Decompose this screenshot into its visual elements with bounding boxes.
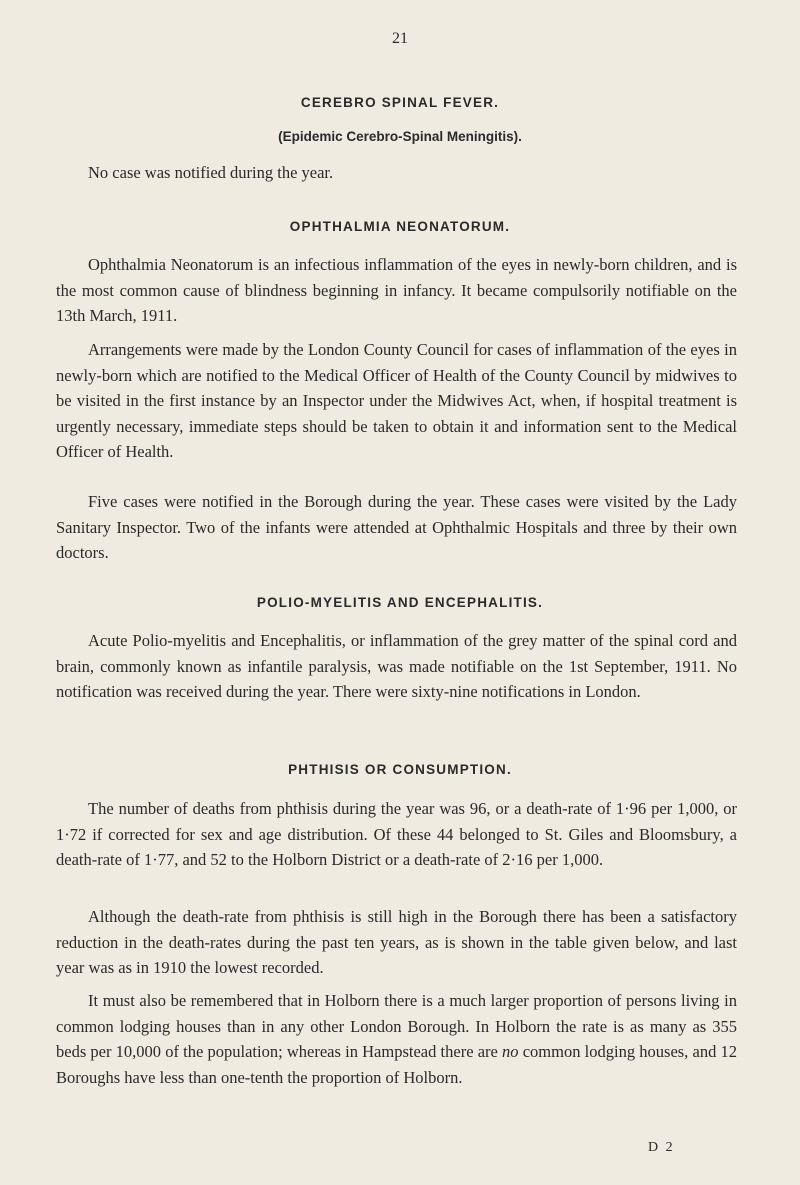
lodging-text-emphasis: no — [502, 1042, 519, 1061]
paragraph-ophthalmia-definition: Ophthalmia Neonatorum is an infectious inflammation of the eyes in newly-born children, and is the most common cause of blindness beginning in infancy. It became compulsorily notifiable on the 13th March, 1911. — [56, 255, 737, 325]
page-number: 21 — [392, 30, 408, 47]
printer-signature-mark: D 2 — [648, 1140, 675, 1155]
section-heading-cerebro-spinal-fever: CEREBRO SPINAL FEVER. — [300, 95, 500, 110]
paragraph-ophthalmia-arrangements: Arrangements were made by the London County Council for cases of inflammation of the eyes in newly-born which are notified to the Medical Officer of Health of the County Council by midwives to be visited in the first instance by an Inspector under the Midwives Act, when, if hospital treatment is urgently necessary, immediate steps should be taken to obtain it and information sent to the Medical Officer of Health. — [56, 340, 737, 461]
paragraph-phthisis-reduction: Although the death-rate from phthisis is still high in the Borough there has been a satisfactory reduction in the death-rates during the past ten years, as is shown in the table given below, and last year was as in 1910 the lowest recorded. — [56, 907, 737, 977]
section-heading-phthisis: PHTHISIS OR CONSUMPTION. — [288, 762, 512, 777]
paragraph-polio-myelitis: Acute Polio-myelitis and Encephalitis, or inflammation of the grey matter of the spinal cord and brain, commonly known as infantile paralysis, was made notifiable on the 1st September, 1911. No notification was received during the year. There were sixty-nine notifications in London. — [56, 631, 737, 701]
paragraph-cerebro-notification: No case was notified during the year. — [88, 163, 334, 182]
section-heading-ophthalmia-neonatorum: OPHTHALMIA NEONATORUM. — [289, 219, 511, 234]
section-heading-polio-myelitis: POLIO-MYELITIS AND ENCEPHALITIS. — [256, 595, 544, 610]
paragraph-phthisis-lodging-houses — [56, 988, 737, 1090]
lodging-text-part-1: It must also be remembered that in Holborn there is a much larger proportion of persons living in common lodging houses than in any other London Borough. In Holborn the rate is as many as 355 beds per 10,000 of the population; whereas in Hampstead there are — [56, 991, 737, 1061]
lodging-text-part-2: common lodging houses, and 12 Boroughs have less than one-tenth the proportion of Holborn. — [56, 1042, 738, 1087]
paragraph-ophthalmia-cases: Five cases were notified in the Borough during the year. These cases were visited by the Lady Sanitary Inspector. Two of the infants were attended at Ophthalmic Hospitals and three by their own doctors. — [56, 492, 737, 562]
paragraph-phthisis-deaths: The number of deaths from phthisis during the year was 96, or a death-rate of 1·96 per 1,000, or 1·72 if corrected for sex and age distribution. Of these 44 belonged to St. Giles and Bloomsbury, a death-rate of 1·77, and 52 to the Holborn District or a death-rate of 2·16 per 1,000. — [56, 799, 737, 869]
section-subheading-meningitis: (Epidemic Cerebro-Spinal Meningitis). — [278, 129, 522, 144]
